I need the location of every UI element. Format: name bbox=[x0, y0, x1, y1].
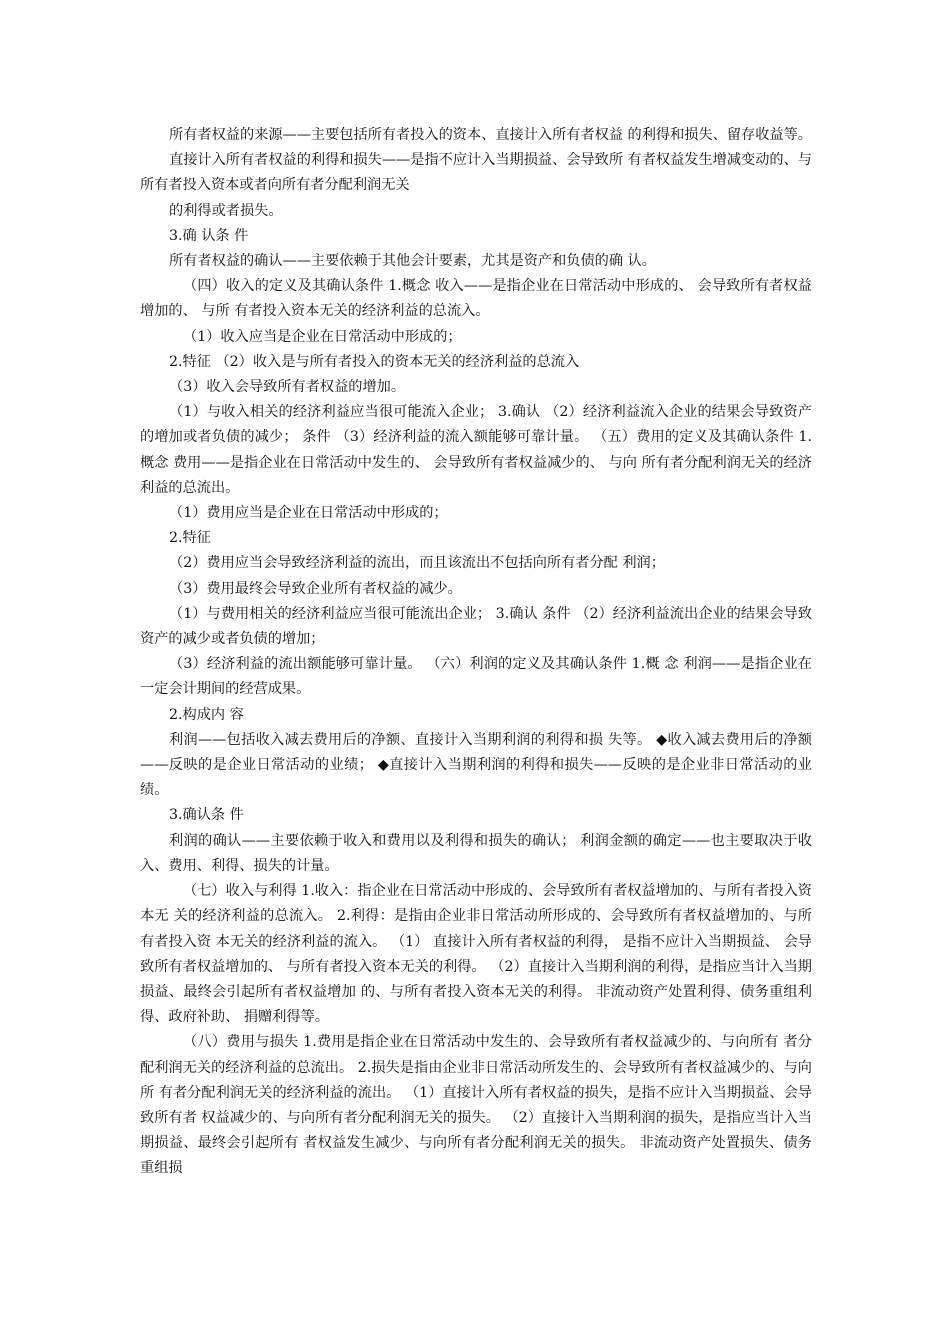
paragraph: 利润的确认——主要依赖于收入和费用以及利得和损失的确认； 利润金额的确定——也主要取决于收入、费用、利得、损失的计量。 bbox=[140, 832, 812, 874]
paragraph: （四）收入的定义及其确认条件 1.概念 收入——是指企业在日常活动中形成的、 会导致所有者权益增加的、 与所 有者投入资本无关的经济利益的总流入。 bbox=[140, 278, 812, 320]
paragraph: （八）费用与损失 1.费用是指企业在日常活动中发生的、会导致所有者权益减少的、与向所有 者分配利润无关的经济利益的总流出。 2.损失是指由企业非日常活动所发生的、会导致所有者权益减少的、与向所 有者分配利润无关的经济利益的流出。 （1）直接计入所有者权益的损失，是指不应计入当期损益、会导致所有者 权益减少的、与向所有者分配利润无关的损失。 （2）直接计入当期利润的损失，是指应当计入当期损益、最终会引起所有 者权益发生减少、与向所有者分配利润无关的损失。 非流动资产处置损失、债务重组损 bbox=[140, 1034, 812, 1177]
paragraph: 的利得或者损失。 bbox=[169, 202, 283, 219]
paragraph: （1）收入应当是企业在日常活动中形成的； bbox=[183, 328, 462, 345]
paragraph: （七）收入与利得 1.收入：指企业在日常活动中形成的、会导致所有者权益增加的、与所有者投入资本无 关的经济利益的总流入。 2.利得：是指由企业非日常活动所形成的、会导致所有者权益增加的、与所有者投入资 本无关的经济利益的流入。 （1） 直接计入所有者权益的利得， 是指不应计入当期损益、 会导致所有者权益增加的、 与所有者投入资本无关的利得。 （2）直接计入当期利润的利得，是指应当计入当期损益、最终会引起所有者权益增加 的、与所有者投入资本无关的利得。 非流动资产处置利得、债务重组利得、政府补助、 捐赠利得等。 bbox=[140, 883, 812, 1026]
paragraph: （1）与收入相关的经济利益应当很可能流入企业； 3.确认 （2）经济利益流入企业的结果会导致资产的增加或者负债的减少； 条件 （3）经济利益的流入额能够可靠计量。 （五）费用的定义及其确认条件 1.概念 费用——是指企业在日常活动中发生的、 会导致所有者权益减少的、 与向 所有者分配利润无关的经济利益的总流出。 bbox=[140, 404, 812, 496]
paragraph: 利润——包括收入减去费用后的净额、直接计入当期利润的利得和损 失等。 ◆收入减去费用后的净额——反映的是企业日常活动的业绩； ◆直接计入当期利润的利得和损失——反映的是企业非日常活动的业 绩。 bbox=[140, 731, 812, 799]
paragraph: （3）经济利益的流出额能够可靠计量。 （六）利润的定义及其确认条件 1.概 念 利润——是指企业在一定会计期间的经营成果。 bbox=[140, 656, 812, 698]
paragraph: 所有者权益的来源——主要包括所有者投入的资本、直接计入所有者权益 的利得和损失、留存收益等。 bbox=[169, 127, 812, 143]
document-body bbox=[140, 123, 812, 1182]
paragraph: 3.确 认条 件 bbox=[169, 227, 249, 244]
paragraph: （2）费用应当会导致经济利益的流出，而且该流出不包括向所有者分配 利润； bbox=[169, 555, 665, 572]
paragraph: （1）费用应当是企业在日常活动中形成的； bbox=[169, 505, 448, 522]
paragraph: 直接计入所有者权益的利得和损失——是指不应计入当期损益、会导致所 有者权益发生增减变动的、与所有者投入资本或者向所有者分配利润无关 bbox=[140, 152, 812, 194]
paragraph: （3）费用最终会导致企业所有者权益的减少。 bbox=[169, 580, 462, 597]
paragraph: 所有者权益的确认——主要依赖于其他会计要素，尤其是资产和负债的确 认。 bbox=[169, 253, 656, 270]
paragraph: 3.确认条 件 bbox=[169, 807, 244, 824]
paragraph: 2.特征 bbox=[169, 530, 211, 547]
paragraph: 2.构成内 容 bbox=[169, 706, 244, 723]
paragraph: （3）收入会导致所有者权益的增加。 bbox=[169, 379, 406, 396]
paragraph: （1）与费用相关的经济利益应当很可能流出企业； 3.确认 条件 （2）经济利益流出企业的结果会导致资产的减少或者负债的增加； bbox=[140, 605, 812, 648]
paragraph: 2.特征 （2）收入是与所有者投入的资本无关的经济利益的总流入 bbox=[169, 353, 580, 370]
